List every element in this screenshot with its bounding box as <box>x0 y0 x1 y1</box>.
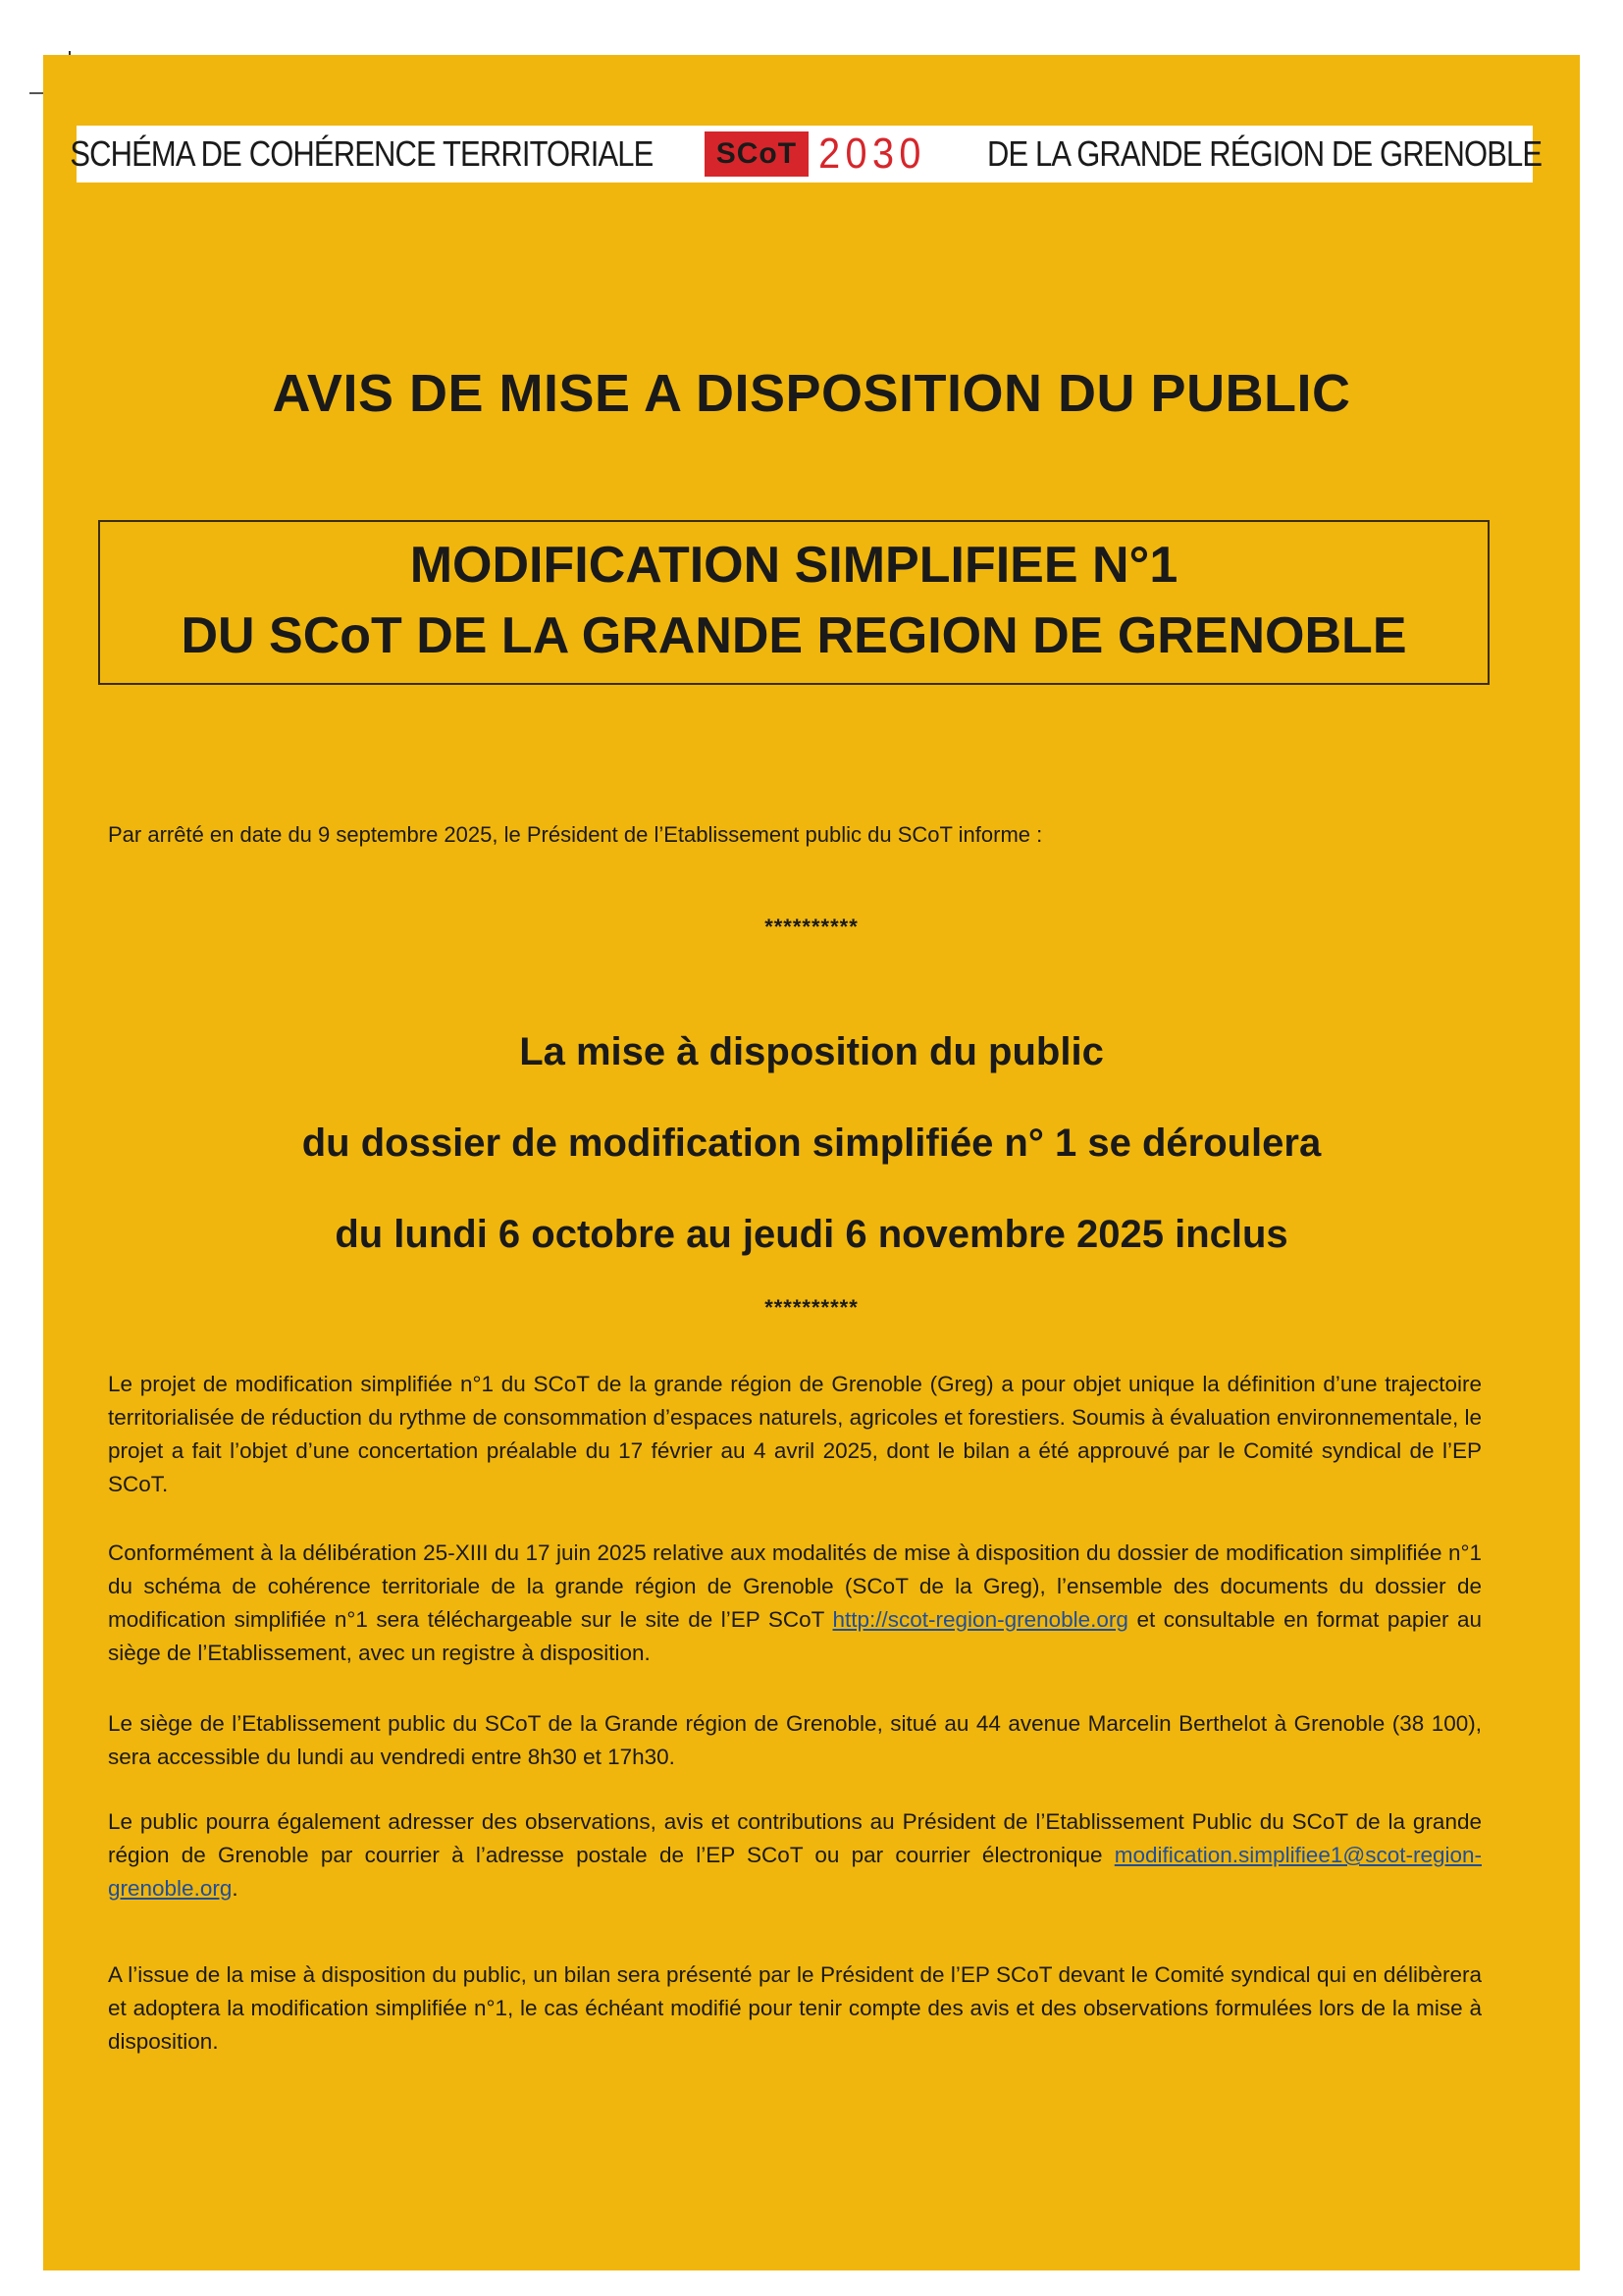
paragraph-observations-end: . <box>232 1876 238 1901</box>
boxed-title-line-1: MODIFICATION SIMPLIFIEE N°1 <box>409 537 1178 594</box>
paragraph-deliberation <box>108 1537 1482 1670</box>
announcement-line-2: du dossier de modification simplifiée n° 1 se déroulera <box>301 1122 1322 1165</box>
boxed-title-line-2: DU SCoT DE LA GRANDE REGION DE GRENOBLE <box>181 607 1407 664</box>
header-right-text: DE LA GRANDE RÉGION DE GRENOBLE <box>986 133 1543 174</box>
intro-text: Par arrêté en date du 9 septembre 2025, le Président de l’Etablissement public du SCoT informe : <box>108 822 1043 847</box>
paragraph-observations-text: Le public pourra également adresser des observations, avis et contributions au Président de l’Etablissement Public du SCoT de la grande région de Grenoble par courrier à l’adresse postale de l’EP SCoT ou par courrier électronique <box>108 1809 1482 1867</box>
paragraph-conclusion: A l’issue de la mise à disposition du public, un bilan sera présenté par le Président de l’EP SCoT devant le Comité syndical qui en délibèrera et adoptera la modification simplifiée n°1, le cas échéant modifié pour tenir compte des avis et des observations formulées lors de la mise à disposition. <box>108 1962 1482 2054</box>
paragraph-deliberation-end: et consultable en format papier au siège de l’Etablissement, avec un registre à disposition. <box>108 1607 1483 1665</box>
separator-bottom: ********** <box>764 1295 859 1320</box>
paragraph-headquarters: Le siège de l’Etablissement public du SCoT de la Grande région de Grenoble, situé au 44 avenue Marcelin Berthelot à Grenoble (38 100), sera accessible du lundi au vendredi entre 8h30 et 17h30. <box>108 1711 1482 1769</box>
header-left-text: SCHÉMA DE COHÉRENCE TERRITORIALE <box>70 133 654 174</box>
announcement-line-3: du lundi 6 octobre au jeudi 6 novembre 2025 inclus <box>335 1213 1288 1256</box>
logo-scot-label: SCoT <box>705 131 809 177</box>
separator-top: ********** <box>764 914 859 939</box>
paragraph-deliberation-text: Conformément à la délibération 25-XIII du 17 juin 2025 relative aux modalités de mise à disposition du dossier de modification simplifiée n°1 du schéma de cohérence territoriale de la grande région de Grenoble (SCoT de la Greg), l’ensemble des documents du dossier de modification simplifiée n°1 sera téléchargeable sur le site de l’EP SCoT <box>108 1540 1482 1632</box>
header-band <box>70 126 1543 183</box>
boxed-title <box>98 520 1490 685</box>
paragraph-project: Le projet de modification simplifiée n°1 du SCoT de la grande région de Grenoble (Greg) a pour objet unique la définition d’une trajectoire territorialisée de réduction du rythme de consommation d’espaces naturels, agricoles et forestiers. Soumis à évaluation environnementale, le projet a fait l’objet d’une concertation préalable du 17 février au 4 avril 2025, dont le bilan a été approuvé par le Comité syndical de l’EP SCoT. <box>108 1372 1482 1496</box>
email-link[interactable]: modification.simplifiee1@scot-region-grenoble.org <box>108 1843 1482 1901</box>
logo-year-label: 2030 <box>818 130 926 178</box>
announcement-line-1: La mise à disposition du public <box>519 1030 1104 1073</box>
paragraph-observations <box>108 1805 1482 1905</box>
scot-2030-logo <box>705 131 936 177</box>
page-title: AVIS DE MISE A DISPOSITION DU PUBLIC <box>272 364 1351 423</box>
website-link[interactable]: http://scot-region-grenoble.org <box>832 1607 1128 1632</box>
